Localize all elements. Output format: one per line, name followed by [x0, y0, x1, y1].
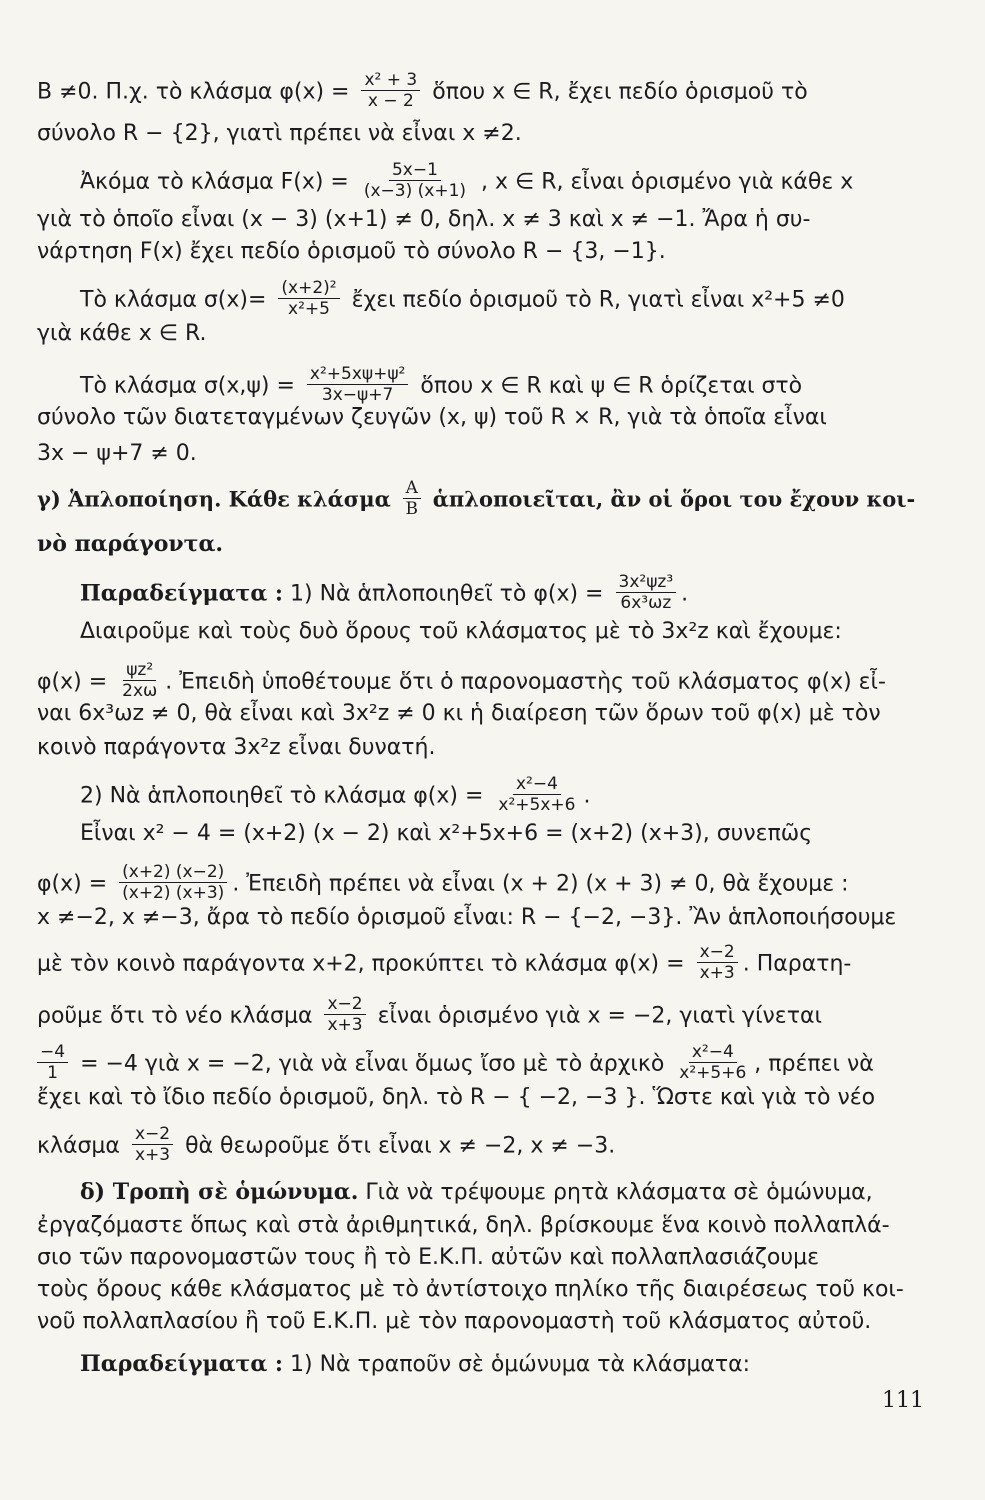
denominator: 3x−ψ+7 — [321, 385, 394, 405]
text-run: εἶναι ὁρισμένο γιὰ x = −2, γιατὶ γίνεται — [377, 1003, 822, 1029]
text-line: γιὰ κάθε x ∈ R. — [37, 321, 207, 346]
numerator: x²−4 — [513, 774, 561, 795]
text-run: ροῦμε ὅτι τὸ νέο κλάσμα — [37, 1003, 313, 1029]
fraction — [132, 1124, 173, 1165]
text-run: . Παρατη- — [742, 951, 852, 977]
numerator: x²+5xψ+ψ² — [307, 364, 408, 385]
text-line: ἐργαζόμαστε ὅπως καὶ στὰ ἀριθμητικά, δηλ. βρίσκουμε ἕνα κοινὸ πολλαπλά- — [37, 1213, 890, 1238]
text-run: ὅπου x ∈ R καὶ ψ ∈ R ὁρίζεται στὸ — [420, 373, 803, 399]
denominator: x+3 — [699, 963, 735, 983]
text-run: 1) Νὰ ἁπλοποιηθεῖ τὸ φ(x) = — [290, 581, 604, 607]
numerator: 3x²ψz³ — [616, 572, 677, 593]
fraction — [37, 1042, 68, 1083]
denominator: 1 — [47, 1063, 58, 1083]
numerator: 5x−1 — [389, 160, 441, 181]
numerator: x−2 — [697, 942, 738, 963]
text-line: x ≠−2, x ≠−3, ἄρα τὸ πεδίο ὁρισμοῦ εἶναι: R − {−2, −3}. Ἂν ἁπλοποιήσουμε — [37, 905, 897, 930]
text-run: , πρέπει νὰ — [754, 1051, 874, 1077]
text-line — [37, 1126, 917, 1167]
denominator: (x−3) (x+1) — [363, 181, 467, 201]
text-run: φ(x) = — [37, 669, 108, 695]
text-run: . Ἐπειδὴ ὑποθέτουμε ὅτι ὁ παρονομαστὴς τοῦ κλάσματος φ(x) εἶ- — [165, 669, 886, 695]
fraction — [278, 278, 339, 319]
text-run: μὲ τὸν κοινὸ παράγοντα x+2, προκύπτει τὸ κλάσμα φ(x) = — [37, 951, 685, 977]
denominator: x²+5+6 — [679, 1063, 747, 1083]
fraction — [119, 862, 227, 903]
text-run: Τὸ κλάσμα σ(x)= — [80, 287, 267, 313]
fraction — [697, 942, 738, 983]
text-line — [80, 162, 917, 203]
text-line — [37, 1044, 917, 1085]
fraction — [403, 478, 422, 519]
fraction — [361, 160, 469, 201]
text-run: . — [681, 581, 689, 607]
text-line: νὸ παράγοντα. — [37, 531, 224, 557]
section-heading: δ) Τροπὴ σὲ ὁμώνυμα. — [80, 1179, 359, 1205]
denominator: x − 2 — [367, 91, 414, 111]
text-line — [80, 1350, 917, 1379]
numerator: (x+2) (x−2) — [119, 862, 227, 883]
denominator: x²+5 — [288, 299, 330, 319]
fraction — [616, 572, 677, 613]
text-line — [37, 480, 917, 521]
page-number: 111 — [882, 1388, 924, 1413]
numerator: −4 — [37, 1042, 68, 1063]
text-line: ἔχει καὶ τὸ ἴδιο πεδίο ὁρισμοῦ, δηλ. τὸ R − { −2, −3 }. Ὥστε καὶ γιὰ τὸ νέο — [37, 1085, 876, 1110]
text-line — [80, 574, 917, 615]
denominator: 2xω — [122, 681, 158, 701]
fraction — [676, 1042, 749, 1083]
section-heading: γ) Ἁπλοποίηση. Κάθε κλάσμα — [37, 486, 391, 512]
text-line: 3x − ψ+7 ≠ 0. — [37, 441, 197, 466]
text-run: B ≠0. Π.χ. τὸ κλάσμα φ(x) = — [37, 79, 350, 105]
numerator: x−2 — [324, 994, 365, 1015]
denominator: x+3 — [327, 1015, 363, 1035]
text-run: 1) Νὰ τραποῦν σὲ ὁμώνυμα τὰ κλάσματα: — [290, 1352, 751, 1377]
text-run: ὅπου x ∈ R, ἔχει πεδίο ὁρισμοῦ τὸ — [432, 79, 808, 105]
text-line: κοινὸ παράγοντα 3x²z εἶναι δυνατή. — [37, 735, 436, 760]
text-line: Εἶναι x² − 4 = (x+2) (x − 2) καὶ x²+5x+6 = (x+2) (x+3), συνεπῶς — [80, 821, 813, 846]
text-line: σιο τῶν παρονομαστῶν τους ἢ τὸ Ε.Κ.Π. αὐτῶν καὶ πολλαπλασιάζουμε — [37, 1245, 819, 1270]
examples-heading: Παραδείγματα : — [80, 580, 284, 607]
fraction — [307, 364, 408, 405]
text-run: ἁπλοποιεῖται, ἂν οἱ ὅροι του ἔχουν κοι- — [432, 486, 916, 512]
text-line — [37, 944, 917, 985]
text-line: νοῦ πολλαπλασίου ἢ τοῦ Ε.Κ.Π. μὲ τὸν παρονομαστὴ τοῦ κλάσματος αὐτοῦ. — [37, 1309, 872, 1334]
text-line — [37, 996, 917, 1037]
text-run: θὰ θεωροῦμε ὅτι εἶναι x ≠ −2, x ≠ −3. — [185, 1133, 616, 1159]
text-line — [37, 662, 917, 703]
denominator: x²+5x+6 — [498, 795, 576, 815]
numerator: A — [403, 478, 421, 499]
fraction — [119, 660, 160, 701]
examples-heading: Παραδείγματα : — [80, 1351, 284, 1377]
numerator: (x+2)² — [278, 278, 339, 299]
text-line — [80, 366, 917, 407]
denominator: x+3 — [134, 1145, 171, 1165]
text-run: Ἀκόμα τὸ κλάσμα F(x) = — [80, 169, 349, 195]
text-line: γιὰ τὸ ὁποῖο εἶναι (x − 3) (x+1) ≠ 0, δηλ. x ≠ 3 καὶ x ≠ −1. Ἄρα ἡ συ- — [37, 207, 811, 232]
denominator: B — [405, 499, 419, 519]
text-line — [80, 776, 917, 817]
text-line — [37, 864, 917, 905]
text-run: , x ∈ R, εἶναι ὁρισμένο γιὰ κάθε x — [481, 169, 854, 195]
text-line: σύνολο R − {2}, γιατὶ πρέπει νὰ εἶναι x ≠2. — [37, 121, 522, 146]
numerator: x−2 — [132, 1124, 173, 1145]
text-line: νάρτηση F(x) ἔχει πεδίο ὁρισμοῦ τὸ σύνολο R − {3, −1}. — [37, 239, 666, 264]
fraction — [324, 994, 365, 1035]
text-run: ἔχει πεδίο ὁρισμοῦ τὸ R, γιατὶ εἶναι x²+5 ≠0 — [351, 287, 845, 313]
denominator: 6x³ωz — [620, 593, 672, 613]
text-line: ναι 6x³ωz ≠ 0, θὰ εἶναι καὶ 3x²z ≠ 0 κι ἡ διαίρεση τῶν ὅρων τοῦ φ(x) μὲ τὸν — [37, 701, 881, 726]
numerator: x²−4 — [689, 1042, 737, 1063]
text-run: . Ἐπειδὴ πρέπει νὰ εἶναι (x + 2) (x + 3) ≠ 0, θὰ ἔχουμε : — [232, 871, 849, 897]
fraction — [361, 70, 420, 111]
denominator: (x+2) (x+3) — [122, 883, 225, 903]
numerator: x² + 3 — [361, 70, 420, 91]
text-run: κλάσμα — [37, 1133, 120, 1159]
text-line: Διαιροῦμε καὶ τοὺς δυὸ ὅρους τοῦ κλάσματος μὲ τὸ 3x²z καὶ ἔχουμε: — [80, 619, 842, 644]
text-line — [37, 72, 917, 113]
fraction — [495, 774, 578, 815]
numerator: ψz² — [123, 660, 156, 681]
text-line: σύνολο τῶν διατεταγμένων ζευγῶν (x, ψ) τοῦ R × R, γιὰ τὰ ὁποῖα εἶναι — [37, 405, 827, 430]
text-line — [80, 1178, 917, 1207]
text-run: Γιὰ νὰ τρέψουμε ρητὰ κλάσματα σὲ ὁμώνυμα, — [365, 1180, 873, 1205]
text-run: Τὸ κλάσμα σ(x,ψ) = — [80, 373, 295, 399]
text-line: τοὺς ὅρους κάθε κλάσματος μὲ τὸ ἀντίστοιχο πηλίκο τῆς διαιρέσεως τοῦ κοι- — [37, 1277, 904, 1302]
text-line — [80, 280, 917, 321]
text-run: . — [583, 783, 591, 809]
text-run: = −4 γιὰ x = −2, γιὰ νὰ εἶναι ὅμως ἴσο μὲ τὸ ἀρχικὸ — [80, 1051, 665, 1077]
text-run: φ(x) = — [37, 871, 108, 897]
text-run: 2) Νὰ ἁπλοποιηθεῖ τὸ κλάσμα φ(x) = — [80, 783, 484, 809]
